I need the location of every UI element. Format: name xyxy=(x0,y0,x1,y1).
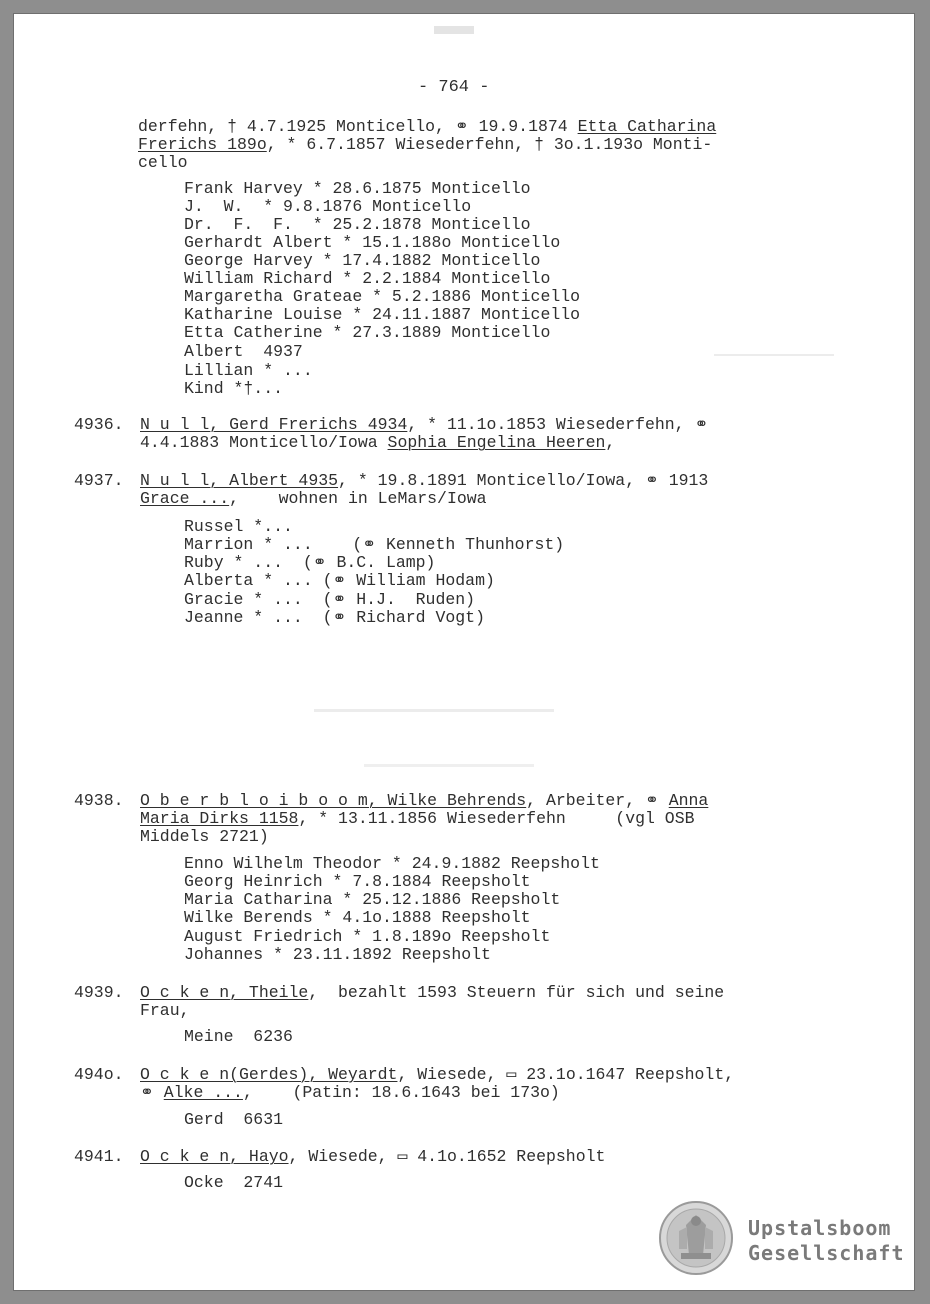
child-entry: Georg Heinrich * 7.8.1884 Reepsholt xyxy=(184,872,531,891)
scan-noise xyxy=(434,26,474,34)
intro-text: , * 6.7.1857 Wiesederfehn, † 3o.1.193o Monti- xyxy=(266,135,713,154)
entry-text: , * 13.11.1856 Wiesederfehn (vgl OSB xyxy=(298,809,695,828)
entry-4941-line-1 xyxy=(140,1148,605,1166)
entry-text: , Wiesede, ▭ 23.1o.1647 Reepsholt, xyxy=(397,1065,735,1084)
entry-text: , * 11.1o.1853 Wiesederfehn, ⚭ xyxy=(407,415,709,434)
child-entry: George Harvey * 17.4.1882 Monticello xyxy=(184,251,541,270)
child-entry: Dr. F. F. * 25.2.1878 Monticello xyxy=(184,215,531,234)
entry-4938-line-2 xyxy=(140,810,695,828)
child-entry: Kind *†... xyxy=(184,379,284,398)
page-number: - 764 - xyxy=(418,78,490,97)
spouse-name: Alke ... xyxy=(163,1083,243,1102)
entry-text: , Arbeiter, ⚭ xyxy=(526,791,669,810)
person-name: N u l l, Gerd Frerichs 4934 xyxy=(140,415,408,434)
child-entry: Jeanne * ... (⚭ Richard Vogt) xyxy=(184,608,485,627)
child-entry: Alberta * ... (⚭ William Hodam) xyxy=(184,571,495,590)
child-entry: J. W. * 9.8.1876 Monticello xyxy=(184,197,472,216)
entry-number: 4936. xyxy=(74,415,124,434)
entry-number: 4939. xyxy=(74,983,124,1002)
brand-line-1: Upstalsboom xyxy=(748,1216,892,1240)
typewritten-text xyxy=(14,14,914,1290)
entry-number: 4937. xyxy=(74,471,124,490)
child-entry: Enno Wilhelm Theodor * 24.9.1882 Reepsholt xyxy=(184,854,600,873)
child-entry: Lillian * ... xyxy=(184,361,313,380)
intro-line-1 xyxy=(138,118,716,136)
person-name: O c k e n, Hayo xyxy=(140,1147,289,1166)
child-entry: Meine 6236 xyxy=(184,1027,293,1046)
child-entry: Johannes * 23.11.1892 Reepsholt xyxy=(184,945,491,964)
scan-noise xyxy=(364,764,534,767)
entry-text: , * 19.8.1891 Monticello/Iowa, ⚭ 1913 xyxy=(338,471,709,490)
entry-4938-line-3: Middels 2721) xyxy=(140,827,269,846)
entry-4937-line-1 xyxy=(140,472,708,490)
child-entry: Gerhardt Albert * 15.1.188o Monticello xyxy=(184,233,561,252)
entry-number: 4941. xyxy=(74,1147,124,1166)
intro-line-2 xyxy=(138,136,712,154)
entry-4939-line-1 xyxy=(140,984,724,1002)
child-entry: Albert 4937 xyxy=(184,342,303,361)
child-entry: Marrion * ... (⚭ Kenneth Thunhorst) xyxy=(184,535,565,554)
child-entry: Russel *... xyxy=(184,517,293,536)
entry-4940-line-1 xyxy=(140,1066,734,1084)
upstalsboom-seal-icon xyxy=(659,1201,733,1275)
spouse-name-cont: Frerichs 189o xyxy=(138,135,267,154)
person-name: O b e r b l o i b o o m, Wilke Behrends xyxy=(140,791,527,810)
entry-4936-line-1 xyxy=(140,416,708,434)
person-name: O c k e n(Gerdes), Weyardt xyxy=(140,1065,398,1084)
intro-text: derfehn, † 4.7.1925 Monticello, ⚭ 19.9.1874 xyxy=(138,117,578,136)
entry-4936-line-2 xyxy=(140,434,615,452)
entry-4939-line-2: Frau, xyxy=(140,1001,190,1020)
spouse-name: Grace ... xyxy=(140,489,230,508)
child-entry: Ocke 2741 xyxy=(184,1173,284,1192)
person-name: N u l l, Albert 4935 xyxy=(140,471,339,490)
entry-text: , xyxy=(605,433,616,452)
entry-4938-line-1 xyxy=(140,792,708,810)
scan-noise xyxy=(314,709,554,712)
spouse-name: Anna xyxy=(668,791,709,810)
spouse-name: Etta Catharina xyxy=(577,117,717,136)
child-entry: Ruby * ... (⚭ B.C. Lamp) xyxy=(184,553,436,572)
entry-text: , (Patin: 18.6.1643 bei 173o) xyxy=(242,1083,560,1102)
scan-noise xyxy=(714,354,834,356)
spouse-name-cont: Maria Dirks 1158 xyxy=(140,809,299,828)
child-entry: Gracie * ... (⚭ H.J. Ruden) xyxy=(184,590,476,609)
child-entry: Maria Catharina * 25.12.1886 Reepsholt xyxy=(184,890,561,909)
document-page xyxy=(14,14,914,1290)
brand-name xyxy=(748,1216,905,1266)
entry-text: , bezahlt 1593 Steuern für sich und seine xyxy=(308,983,725,1002)
child-entry: Wilke Berends * 4.1o.1888 Reepsholt xyxy=(184,908,531,927)
entry-number: 494o. xyxy=(74,1065,124,1084)
child-entry: Frank Harvey * 28.6.1875 Monticello xyxy=(184,179,531,198)
entry-text: , Wiesede, ▭ 4.1o.1652 Reepsholt xyxy=(288,1147,606,1166)
entry-text: , wohnen in LeMars/Iowa xyxy=(229,489,487,508)
child-entry: Katharine Louise * 24.11.1887 Monticello xyxy=(184,305,581,324)
person-name: O c k e n, Theile xyxy=(140,983,309,1002)
child-entry: Margaretha Grateae * 5.2.1886 Monticello xyxy=(184,287,581,306)
entry-4940-line-2 xyxy=(140,1084,560,1102)
intro-line-3: cello xyxy=(138,153,188,172)
entry-text: 4.4.1883 Monticello/Iowa xyxy=(140,433,388,452)
spouse-name: Sophia Engelina Heeren xyxy=(387,433,606,452)
child-entry: Etta Catherine * 27.3.1889 Monticello xyxy=(184,323,551,342)
entry-4937-line-2 xyxy=(140,490,487,508)
child-entry: Gerd 6631 xyxy=(184,1110,284,1129)
entry-number: 4938. xyxy=(74,791,124,810)
child-entry: William Richard * 2.2.1884 Monticello xyxy=(184,269,551,288)
child-entry: August Friedrich * 1.8.189o Reepsholt xyxy=(184,927,551,946)
brand-line-2: Gesellschaft xyxy=(748,1241,905,1265)
entry-text: ⚭ xyxy=(140,1083,164,1102)
